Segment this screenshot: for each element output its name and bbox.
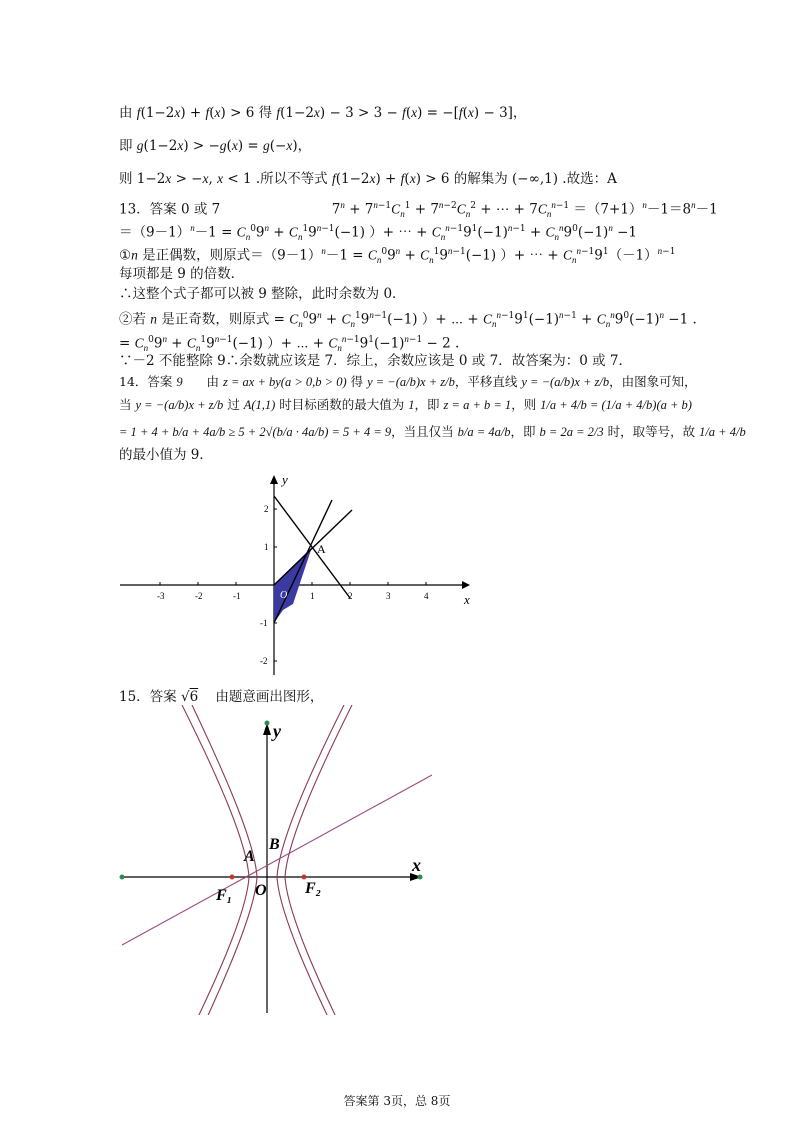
right-branch-outer — [285, 705, 352, 1015]
page-footer: 答案第 3页，总 8页 — [343, 1094, 451, 1108]
x-tick-label: 4 — [424, 591, 429, 601]
text-line-6: ①n 是正偶数，则原式$=(9-1)^n-1 = C_n^09^n + C_n^19^{n-1}(-1)$ ）+ ⋯ + $C_n^{n-1}9^1(-1)^{n-1}$ — [119, 246, 676, 266]
text-line-12: 14．答案 9 由 z = ax + by(a > 0,b > 0) 得 y = −(a/b)x + z/b，平移直线 y = −(a/b)x + z/b，由图象可知， — [119, 374, 697, 389]
origin-label: O — [280, 590, 288, 601]
y-tick-label: 1 — [264, 542, 269, 552]
x-axis-label: x — [412, 855, 421, 875]
text-line-14: = 1 + 4 + b/a + 4a/b ≥ 5 + 2√(b/a · 4a/b) = 5 + 4 = 9，当且仅当 b/a = 4a/b，即 b = 2a = 2/3 时，取等号，故 1/a + 4/b — [119, 424, 746, 439]
linear-programming-graph — [112, 470, 482, 680]
axis-endpoint — [265, 721, 270, 726]
x-tick-label: 2 — [348, 591, 353, 601]
text-line-4: 13．答案 0 或 7 $7^n + 7^{n-1}C_n^1 + 7^{n-2}C_n^2$ + ⋯ + $7C_n^{n-1} =(7+1)^n-1=8^n-1$ — [119, 200, 718, 220]
point-A-label: A — [244, 848, 255, 865]
constraint-line-2 — [274, 510, 352, 585]
text-line-5: $=(9-1)^n-1 = C_n^09^n + C_n^19^{n-1}(-1)$ ）+ ⋯ + $C_n^{n-1}9^1(-1)^{n-1} + C_n^n9^0(-1)^n -1$ — [119, 223, 638, 243]
y-tick-label: -2 — [260, 656, 268, 666]
y-axis-arrow — [270, 475, 278, 484]
x-tick-label: -2 — [195, 591, 203, 601]
text-line-11: ∵－2 不能整除 9∴余数就应该是 7．综上，余数应该是 0 或 7．故答案为：0 或 7． — [119, 353, 632, 369]
text-line-13: 当 y = −(a/b)x + z/b 过 A(1,1) 时目标函数的最大值为 1，即 z = a + b = 1，则 1/a + 4/b = (1/a + 4/b)(a + b) — [119, 397, 692, 412]
focus-F2-label: F₂ — [305, 880, 322, 897]
y-axis-label: y — [282, 472, 288, 487]
x-tick-label: 1 — [310, 591, 315, 601]
point-A-label: A — [317, 542, 326, 556]
point-B-label: B — [269, 836, 280, 853]
text-line-15: 的最小值为 9． — [119, 447, 213, 463]
text-line-10: = $C_n^09^n + C_n^19^{n-1}(-1)$ ）+ ⋯ + $C_n^{n-1}9^1(-1)^{n-1} - 2$ . — [119, 334, 460, 354]
text-line-1: 由 f(1−2x) + f(x) > 6 得 f(1−2x) − 3 > 3 − f(x) = −[f(x) − 3]， — [119, 105, 527, 121]
focus-F1-point — [230, 875, 235, 880]
origin-label: O — [255, 882, 267, 899]
x-tick-label: -3 — [157, 591, 165, 601]
focus-F2-point — [302, 875, 307, 880]
text-line-16: 15．答案 √6 由题意画出图形， — [119, 689, 324, 705]
axis-endpoint — [120, 875, 125, 880]
text-line-8: ∴这整个式子都可以被 9 整除，此时余数为 0． — [119, 286, 406, 302]
x-axis-arrow — [462, 581, 470, 589]
text-line-9: ②若 n 是正奇数，则原式 = $C_n^09^n + C_n^19^{n-1}(-1)$ ）+ ⋯ + $C_n^{n-1}9^1(-1)^{n-1} + C_n^n9^0(-1)^n -1$ . — [119, 310, 697, 330]
right-branch-inner — [277, 705, 344, 1015]
left-branch-outer — [182, 705, 249, 1015]
axis-endpoint — [418, 875, 423, 880]
tangent-line — [122, 775, 432, 945]
x-tick-label: -1 — [233, 591, 241, 601]
text-line-7: 每项都是 9 的倍数． — [119, 266, 245, 282]
hyperbola-graph — [112, 705, 442, 1015]
text-line-2: 即 g(1−2x) > −g(x) = g(−x)， — [119, 138, 312, 154]
x-axis-label: x — [464, 592, 470, 607]
focus-F1-label: F₁ — [216, 887, 233, 904]
y-tick-label: 2 — [264, 504, 269, 514]
y-axis-label: y — [273, 721, 281, 741]
text-line-3: 则 1−2x > −x, x < 1 .所以不等式 f(1−2x) + f(x) > 6 的解集为 (−∞,1) .故选：A — [119, 171, 617, 187]
y-tick-label: -1 — [260, 618, 268, 628]
x-tick-label: 3 — [386, 591, 391, 601]
